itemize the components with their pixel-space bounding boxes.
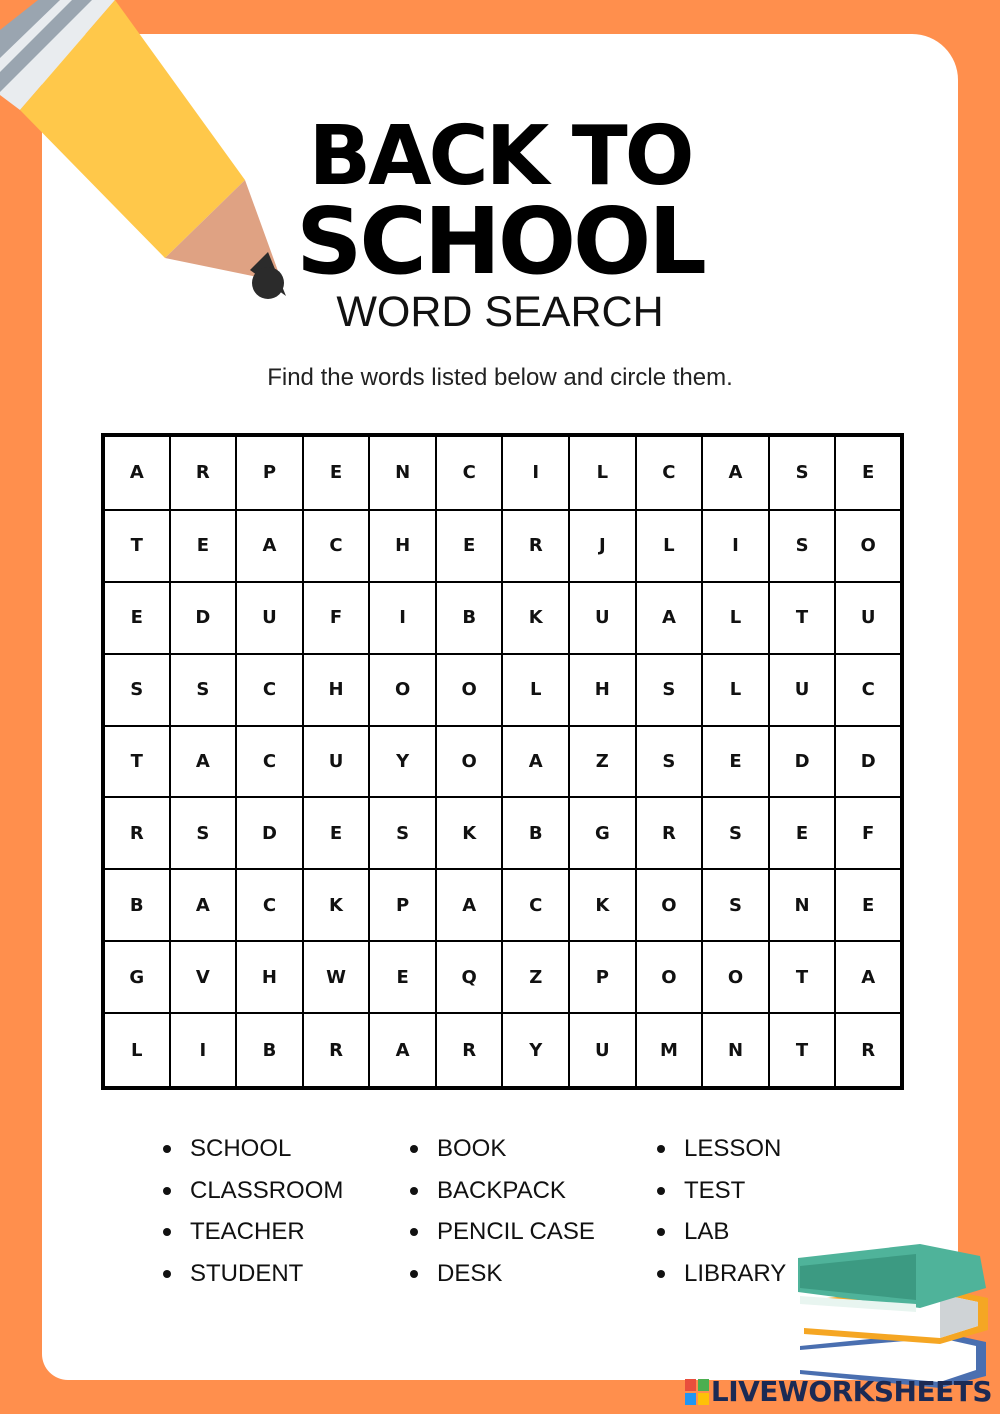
grid-cell[interactable]: N [702, 1013, 769, 1088]
grid-cell[interactable]: K [303, 869, 370, 941]
grid-cell[interactable]: P [569, 941, 636, 1013]
grid-cell[interactable]: Y [369, 726, 436, 798]
grid-cell[interactable]: E [769, 797, 836, 869]
grid-cell[interactable]: L [702, 654, 769, 726]
grid-cell[interactable]: C [636, 435, 703, 510]
word-item: STUDENT [160, 1255, 343, 1297]
grid-cell[interactable]: K [502, 582, 569, 654]
grid-cell[interactable]: O [636, 869, 703, 941]
grid-row [103, 654, 902, 726]
grid-cell[interactable]: L [569, 435, 636, 510]
grid-cell[interactable]: N [769, 869, 836, 941]
liveworksheets-logo-icon [685, 1379, 709, 1405]
grid-cell[interactable]: U [835, 582, 902, 654]
word-item: SCHOOL [160, 1130, 343, 1172]
grid-cell[interactable]: Z [502, 941, 569, 1013]
grid-cell[interactable]: Z [569, 726, 636, 798]
grid-cell[interactable]: K [569, 869, 636, 941]
grid-cell[interactable]: A [236, 510, 303, 582]
grid-cell[interactable]: H [236, 941, 303, 1013]
grid-cell[interactable]: E [369, 941, 436, 1013]
grid-cell[interactable]: E [303, 435, 370, 510]
grid-cell[interactable]: R [170, 435, 237, 510]
grid-cell[interactable]: A [436, 869, 503, 941]
grid-cell[interactable]: E [835, 435, 902, 510]
grid-cell[interactable]: C [835, 654, 902, 726]
grid-cell[interactable]: E [436, 510, 503, 582]
grid-cell[interactable]: H [369, 510, 436, 582]
word-item: DESK [407, 1255, 595, 1297]
grid-cell[interactable]: L [103, 1013, 170, 1088]
word-list [160, 1130, 820, 1300]
word-list-column [160, 1130, 343, 1297]
grid-cell[interactable]: S [702, 797, 769, 869]
word-item: LIBRARY [654, 1255, 786, 1297]
grid-row [103, 941, 902, 1013]
word-item: BOOK [407, 1130, 595, 1172]
grid-cell[interactable]: D [170, 582, 237, 654]
grid-cell[interactable]: O [636, 941, 703, 1013]
grid-cell[interactable]: K [436, 797, 503, 869]
grid-row [103, 435, 902, 510]
grid-cell[interactable]: A [170, 726, 237, 798]
grid-cell[interactable]: U [303, 726, 370, 798]
grid-cell[interactable]: T [769, 582, 836, 654]
grid-cell[interactable]: B [103, 869, 170, 941]
grid-cell[interactable]: T [103, 726, 170, 798]
grid-cell[interactable]: J [569, 510, 636, 582]
grid-cell[interactable]: I [369, 582, 436, 654]
grid-cell[interactable]: E [835, 869, 902, 941]
grid-cell[interactable]: R [835, 1013, 902, 1088]
grid-cell[interactable]: C [236, 869, 303, 941]
grid-cell[interactable]: S [170, 654, 237, 726]
word-item: LAB [654, 1213, 786, 1255]
grid-cell[interactable]: O [436, 654, 503, 726]
grid-cell[interactable]: O [702, 941, 769, 1013]
word-list-column [654, 1130, 786, 1297]
watermark-text: LIVEWORKSHEETS [710, 1375, 992, 1408]
grid-cell[interactable]: L [636, 510, 703, 582]
grid-cell[interactable]: B [436, 582, 503, 654]
grid-cell[interactable]: N [369, 435, 436, 510]
word-item: LESSON [654, 1130, 786, 1172]
grid-cell[interactable]: E [303, 797, 370, 869]
grid-row [103, 1013, 902, 1088]
grid-cell[interactable]: S [769, 510, 836, 582]
grid-cell[interactable]: O [835, 510, 902, 582]
grid-cell[interactable]: A [702, 435, 769, 510]
word-search-grid [101, 433, 904, 1090]
grid-cell[interactable]: E [702, 726, 769, 798]
word-item: PENCIL CASE [407, 1213, 595, 1255]
grid-cell[interactable]: A [502, 726, 569, 798]
grid-cell[interactable]: E [170, 510, 237, 582]
grid-cell[interactable]: U [769, 654, 836, 726]
grid-row [103, 797, 902, 869]
grid-cell[interactable]: R [436, 1013, 503, 1088]
grid-cell[interactable]: L [502, 654, 569, 726]
grid-row [103, 582, 902, 654]
grid-cell[interactable]: D [769, 726, 836, 798]
word-item: TEST [654, 1172, 786, 1214]
grid-cell[interactable]: V [170, 941, 237, 1013]
grid-cell[interactable]: U [236, 582, 303, 654]
grid-cell[interactable]: Q [436, 941, 503, 1013]
grid-cell[interactable]: H [303, 654, 370, 726]
grid-cell[interactable]: S [702, 869, 769, 941]
grid-cell[interactable]: C [236, 654, 303, 726]
grid-cell[interactable]: D [835, 726, 902, 798]
grid-cell[interactable]: O [436, 726, 503, 798]
grid-cell[interactable]: E [103, 582, 170, 654]
grid-cell[interactable]: D [236, 797, 303, 869]
grid-cell[interactable]: P [369, 869, 436, 941]
books-illustration [790, 1238, 990, 1388]
grid-cell[interactable]: S [103, 654, 170, 726]
grid-row [103, 869, 902, 941]
grid-cell[interactable]: S [369, 797, 436, 869]
grid-cell[interactable]: H [569, 654, 636, 726]
grid-cell[interactable]: G [103, 941, 170, 1013]
grid-cell[interactable]: P [236, 435, 303, 510]
grid-cell[interactable]: Y [502, 1013, 569, 1088]
instructions: Find the words listed below and circle them. [267, 364, 733, 391]
grid-cell[interactable]: B [236, 1013, 303, 1088]
watermark [685, 1375, 992, 1408]
grid-cell[interactable]: R [636, 797, 703, 869]
grid-cell[interactable]: I [170, 1013, 237, 1088]
grid-cell[interactable]: F [835, 797, 902, 869]
grid-cell[interactable]: T [769, 1013, 836, 1088]
word-item: BACKPACK [407, 1172, 595, 1214]
subtitle: WORD SEARCH [336, 288, 664, 336]
grid-cell[interactable]: A [170, 869, 237, 941]
grid-row [103, 726, 902, 798]
grid-cell[interactable]: U [569, 582, 636, 654]
grid-cell[interactable]: C [436, 435, 503, 510]
grid-cell[interactable]: S [170, 797, 237, 869]
grid-row [103, 510, 902, 582]
grid-cell[interactable]: U [569, 1013, 636, 1088]
grid-cell[interactable]: C [303, 510, 370, 582]
grid-cell[interactable]: I [702, 510, 769, 582]
grid-cell[interactable]: A [835, 941, 902, 1013]
grid-cell[interactable]: A [103, 435, 170, 510]
grid-cell[interactable]: G [569, 797, 636, 869]
grid-cell[interactable]: S [769, 435, 836, 510]
grid-cell[interactable]: T [769, 941, 836, 1013]
grid-cell[interactable]: T [103, 510, 170, 582]
grid-cell[interactable]: C [502, 869, 569, 941]
grid-cell[interactable]: S [636, 726, 703, 798]
title-line-1: BACK TO [308, 109, 692, 204]
grid-cell[interactable]: B [502, 797, 569, 869]
grid-cell[interactable]: A [636, 582, 703, 654]
grid-cell[interactable]: A [369, 1013, 436, 1088]
grid-cell[interactable]: R [502, 510, 569, 582]
grid-cell[interactable]: M [636, 1013, 703, 1088]
grid-cell[interactable]: O [369, 654, 436, 726]
grid-cell[interactable]: R [103, 797, 170, 869]
grid-cell[interactable]: L [702, 582, 769, 654]
word-item: TEACHER [160, 1213, 343, 1255]
grid-cell[interactable]: R [303, 1013, 370, 1088]
grid-cell[interactable]: F [303, 582, 370, 654]
word-list-column [407, 1130, 595, 1297]
word-item: CLASSROOM [160, 1172, 343, 1214]
grid-cell[interactable]: S [636, 654, 703, 726]
grid-cell[interactable]: W [303, 941, 370, 1013]
grid-cell[interactable]: I [502, 435, 569, 510]
grid-cell[interactable]: C [236, 726, 303, 798]
title-line-2: SCHOOL [296, 188, 704, 295]
